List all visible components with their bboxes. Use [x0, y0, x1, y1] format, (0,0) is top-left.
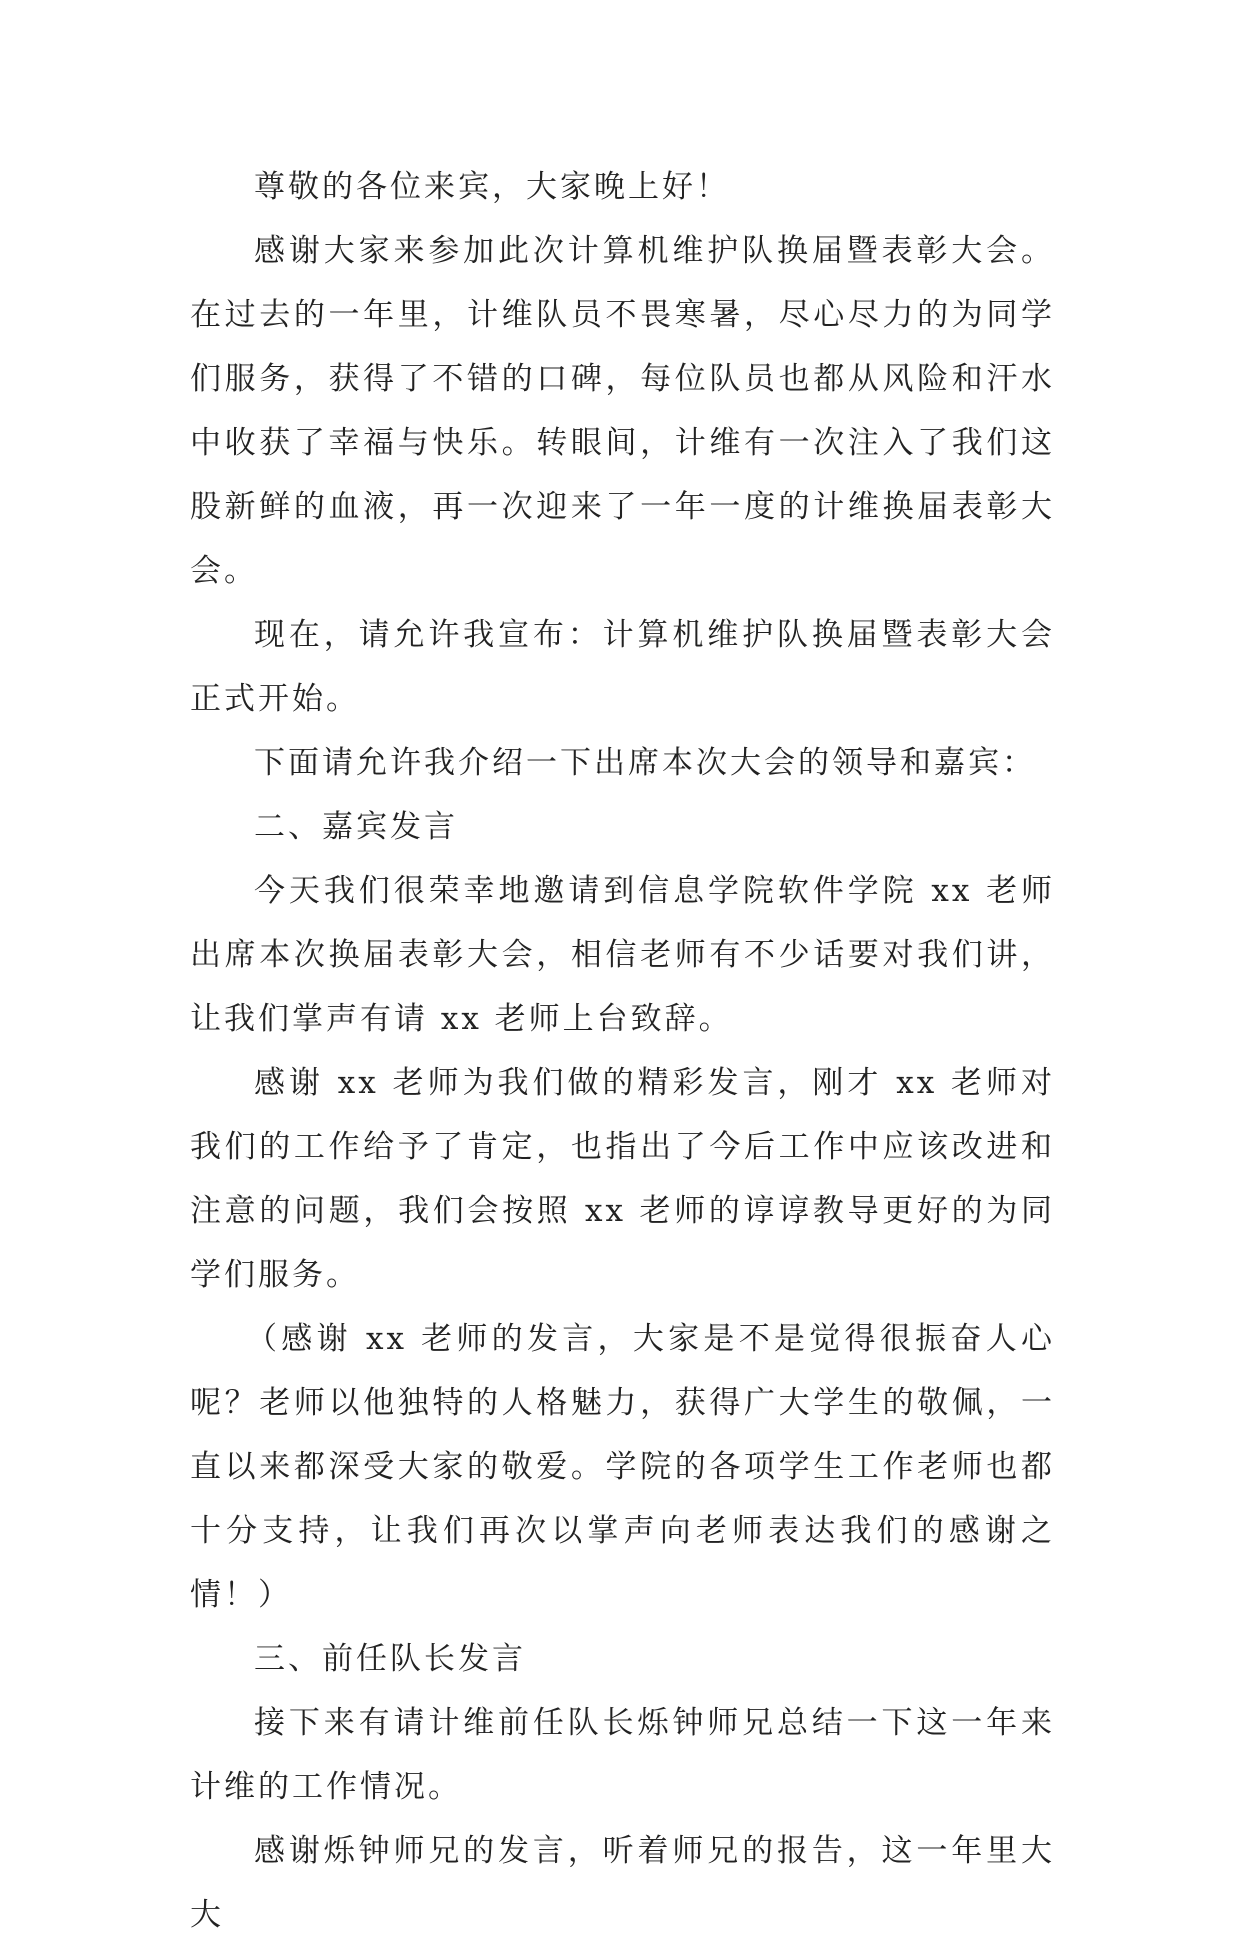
parenthetical-paragraph: （感谢 xx 老师的发言，大家是不是觉得很振奋人心呢？老师以他独特的人格魅力，获得广大学生的敬佩，一直以来都深受大家的敬爱。学院的各项学生工作老师也都十分支持，让我们再次以掌声向老师表达我们的感谢之情！）: [190, 1321, 1055, 1613]
introduce-guests-paragraph: 下面请允许我介绍一下出席本次大会的领导和嘉宾：: [254, 745, 1036, 781]
section-heading-former-captain: 三、前任队长发言: [254, 1641, 526, 1677]
greeting-paragraph: 尊敬的各位来宾，大家晚上好！: [254, 169, 730, 205]
thank-teacher-paragraph: 感谢 xx 老师为我们做的精彩发言，刚才 xx 老师对我们的工作给予了肯定，也指出了今后工作中应该改进和注意的问题，我们会按照 xx 老师的谆谆教导更好的为同学们服务。: [190, 1065, 1055, 1293]
section-heading-guest-speech: 二、嘉宾发言: [254, 809, 458, 845]
document-body: [190, 155, 1055, 1947]
opening-announcement-paragraph: 现在，请允许我宣布：计算机维护队换届暨表彰大会正式开始。: [190, 617, 1055, 717]
thank-former-captain-paragraph: 感谢烁钟师兄的发言，听着师兄的报告，这一年里大大: [190, 1833, 1055, 1933]
invite-former-captain-paragraph: 接下来有请计维前任队长烁钟师兄总结一下这一年来计维的工作情况。: [190, 1705, 1055, 1805]
thanks-paragraph: 感谢大家来参加此次计算机维护队换届暨表彰大会。在过去的一年里，计维队员不畏寒暑，尽心尽力的为同学们服务，获得了不错的口碑，每位队员也都从风险和汗水中收获了幸福与快乐。转眼间，计维有一次注入了我们这股新鲜的血液，再一次迎来了一年一度的计维换届表彰大会。: [190, 233, 1055, 589]
invite-teacher-paragraph: 今天我们很荣幸地邀请到信息学院软件学院 xx 老师出席本次换届表彰大会，相信老师有不少话要对我们讲，让我们掌声有请 xx 老师上台致辞。: [190, 873, 1055, 1037]
